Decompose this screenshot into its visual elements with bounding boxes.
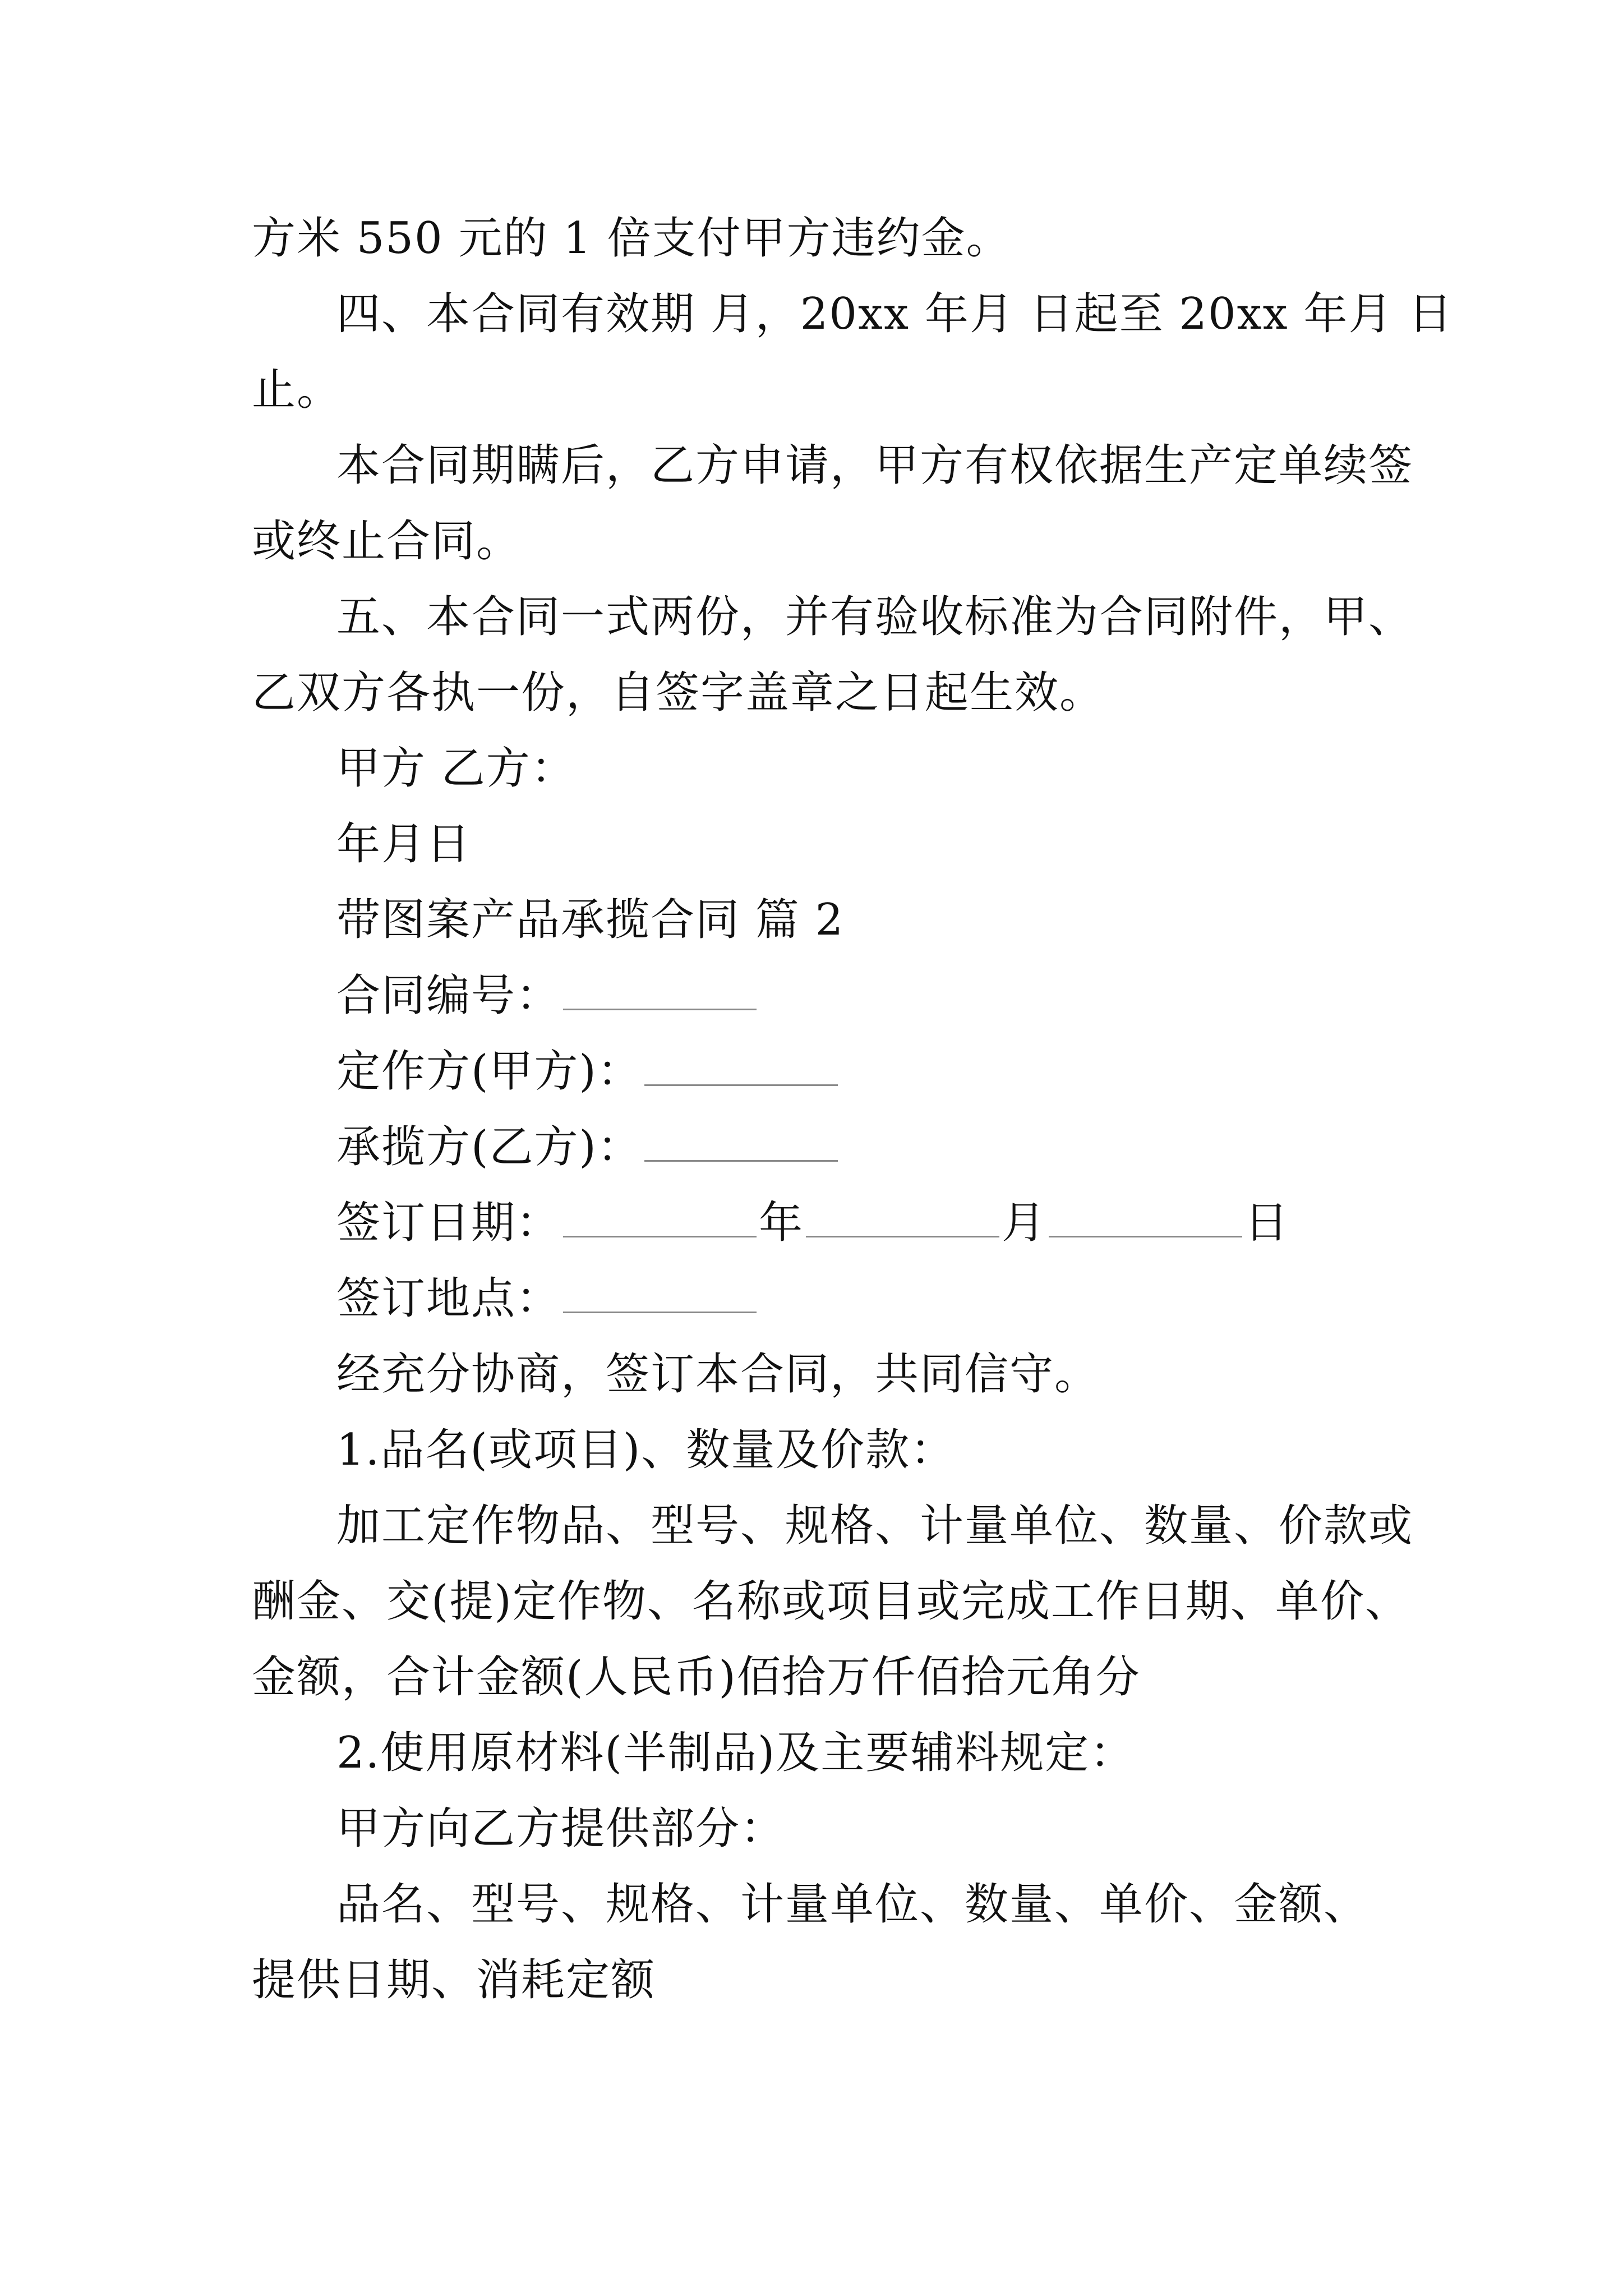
- ordering-party-row: [336, 1043, 840, 1099]
- text-line: 乙双方各执一份，自签字盖章之日起生效。: [252, 668, 1105, 718]
- ordering-party-blank: [644, 1051, 838, 1086]
- text-line: 甲方向乙方提供部分：: [336, 1803, 786, 1854]
- contractor-blank: [644, 1126, 838, 1162]
- text-line: 四、本合同有效期 月，20xx 年月 日起至 20xx 年月 日: [336, 289, 1454, 339]
- sign-date-label: 签订日期：: [336, 1198, 561, 1248]
- text-line: 加工定作物品、型号、规格、计量单位、数量、价款或: [336, 1501, 1414, 1551]
- contractor-row: [336, 1119, 840, 1175]
- sign-date-row: [336, 1195, 1289, 1251]
- sign-place-label: 签订地点：: [336, 1273, 561, 1324]
- contractor-label: 承揽方(乙方)：: [336, 1122, 642, 1172]
- text-line: 本合同期瞒后，乙方申请，甲方有权依据生产定单续签: [336, 440, 1414, 491]
- text-line: 1.品名(或项目)、数量及价款：: [336, 1425, 956, 1475]
- text-line: 金额，合计金额(人民币)佰拾万仟佰拾元角分: [252, 1652, 1141, 1703]
- text-line: 五、本合同一式两份，并有验收标准为合同附件，甲、: [336, 592, 1414, 642]
- sign-date-day-label: 日: [1244, 1198, 1290, 1248]
- sign-date-month-label: 月: [1002, 1198, 1047, 1248]
- text-line: 或终止合同。: [252, 516, 522, 567]
- sign-place-row: [336, 1271, 759, 1327]
- sign-date-year-label: 年: [759, 1198, 804, 1248]
- sign-date-year-blank: [563, 1202, 757, 1237]
- sign-place-blank: [563, 1278, 757, 1313]
- contract-number-label: 合同编号：: [336, 970, 561, 1021]
- text-line: 经充分协商，签订本合同，共同信守。: [336, 1349, 1100, 1400]
- text-line: 止。: [252, 365, 342, 415]
- text-line: 品名、型号、规格、计量单位、数量、单价、金额、: [336, 1879, 1369, 1930]
- text-line: 提供日期、消耗定额: [252, 1955, 656, 2005]
- ordering-party-label: 定作方(甲方)：: [336, 1046, 642, 1097]
- sign-date-day-blank: [1049, 1202, 1242, 1237]
- text-line: 2.使用原材料(半制品)及主要辅料规定：: [336, 1728, 1135, 1778]
- section-heading: 带图案产品承揽合同 篇 2: [336, 895, 845, 945]
- contract-number-blank: [563, 975, 757, 1010]
- text-line: 甲方 乙方：: [336, 743, 576, 794]
- text-line: 方米 550 元的 1 倍支付甲方违约金。: [252, 213, 1011, 264]
- text-line: 酬金、交(提)定作物、名称或项目或完成工作日期、单价、: [252, 1576, 1410, 1627]
- text-line: 年月日: [336, 819, 472, 869]
- sign-date-month-blank: [806, 1202, 999, 1237]
- contract-number-row: [336, 968, 759, 1024]
